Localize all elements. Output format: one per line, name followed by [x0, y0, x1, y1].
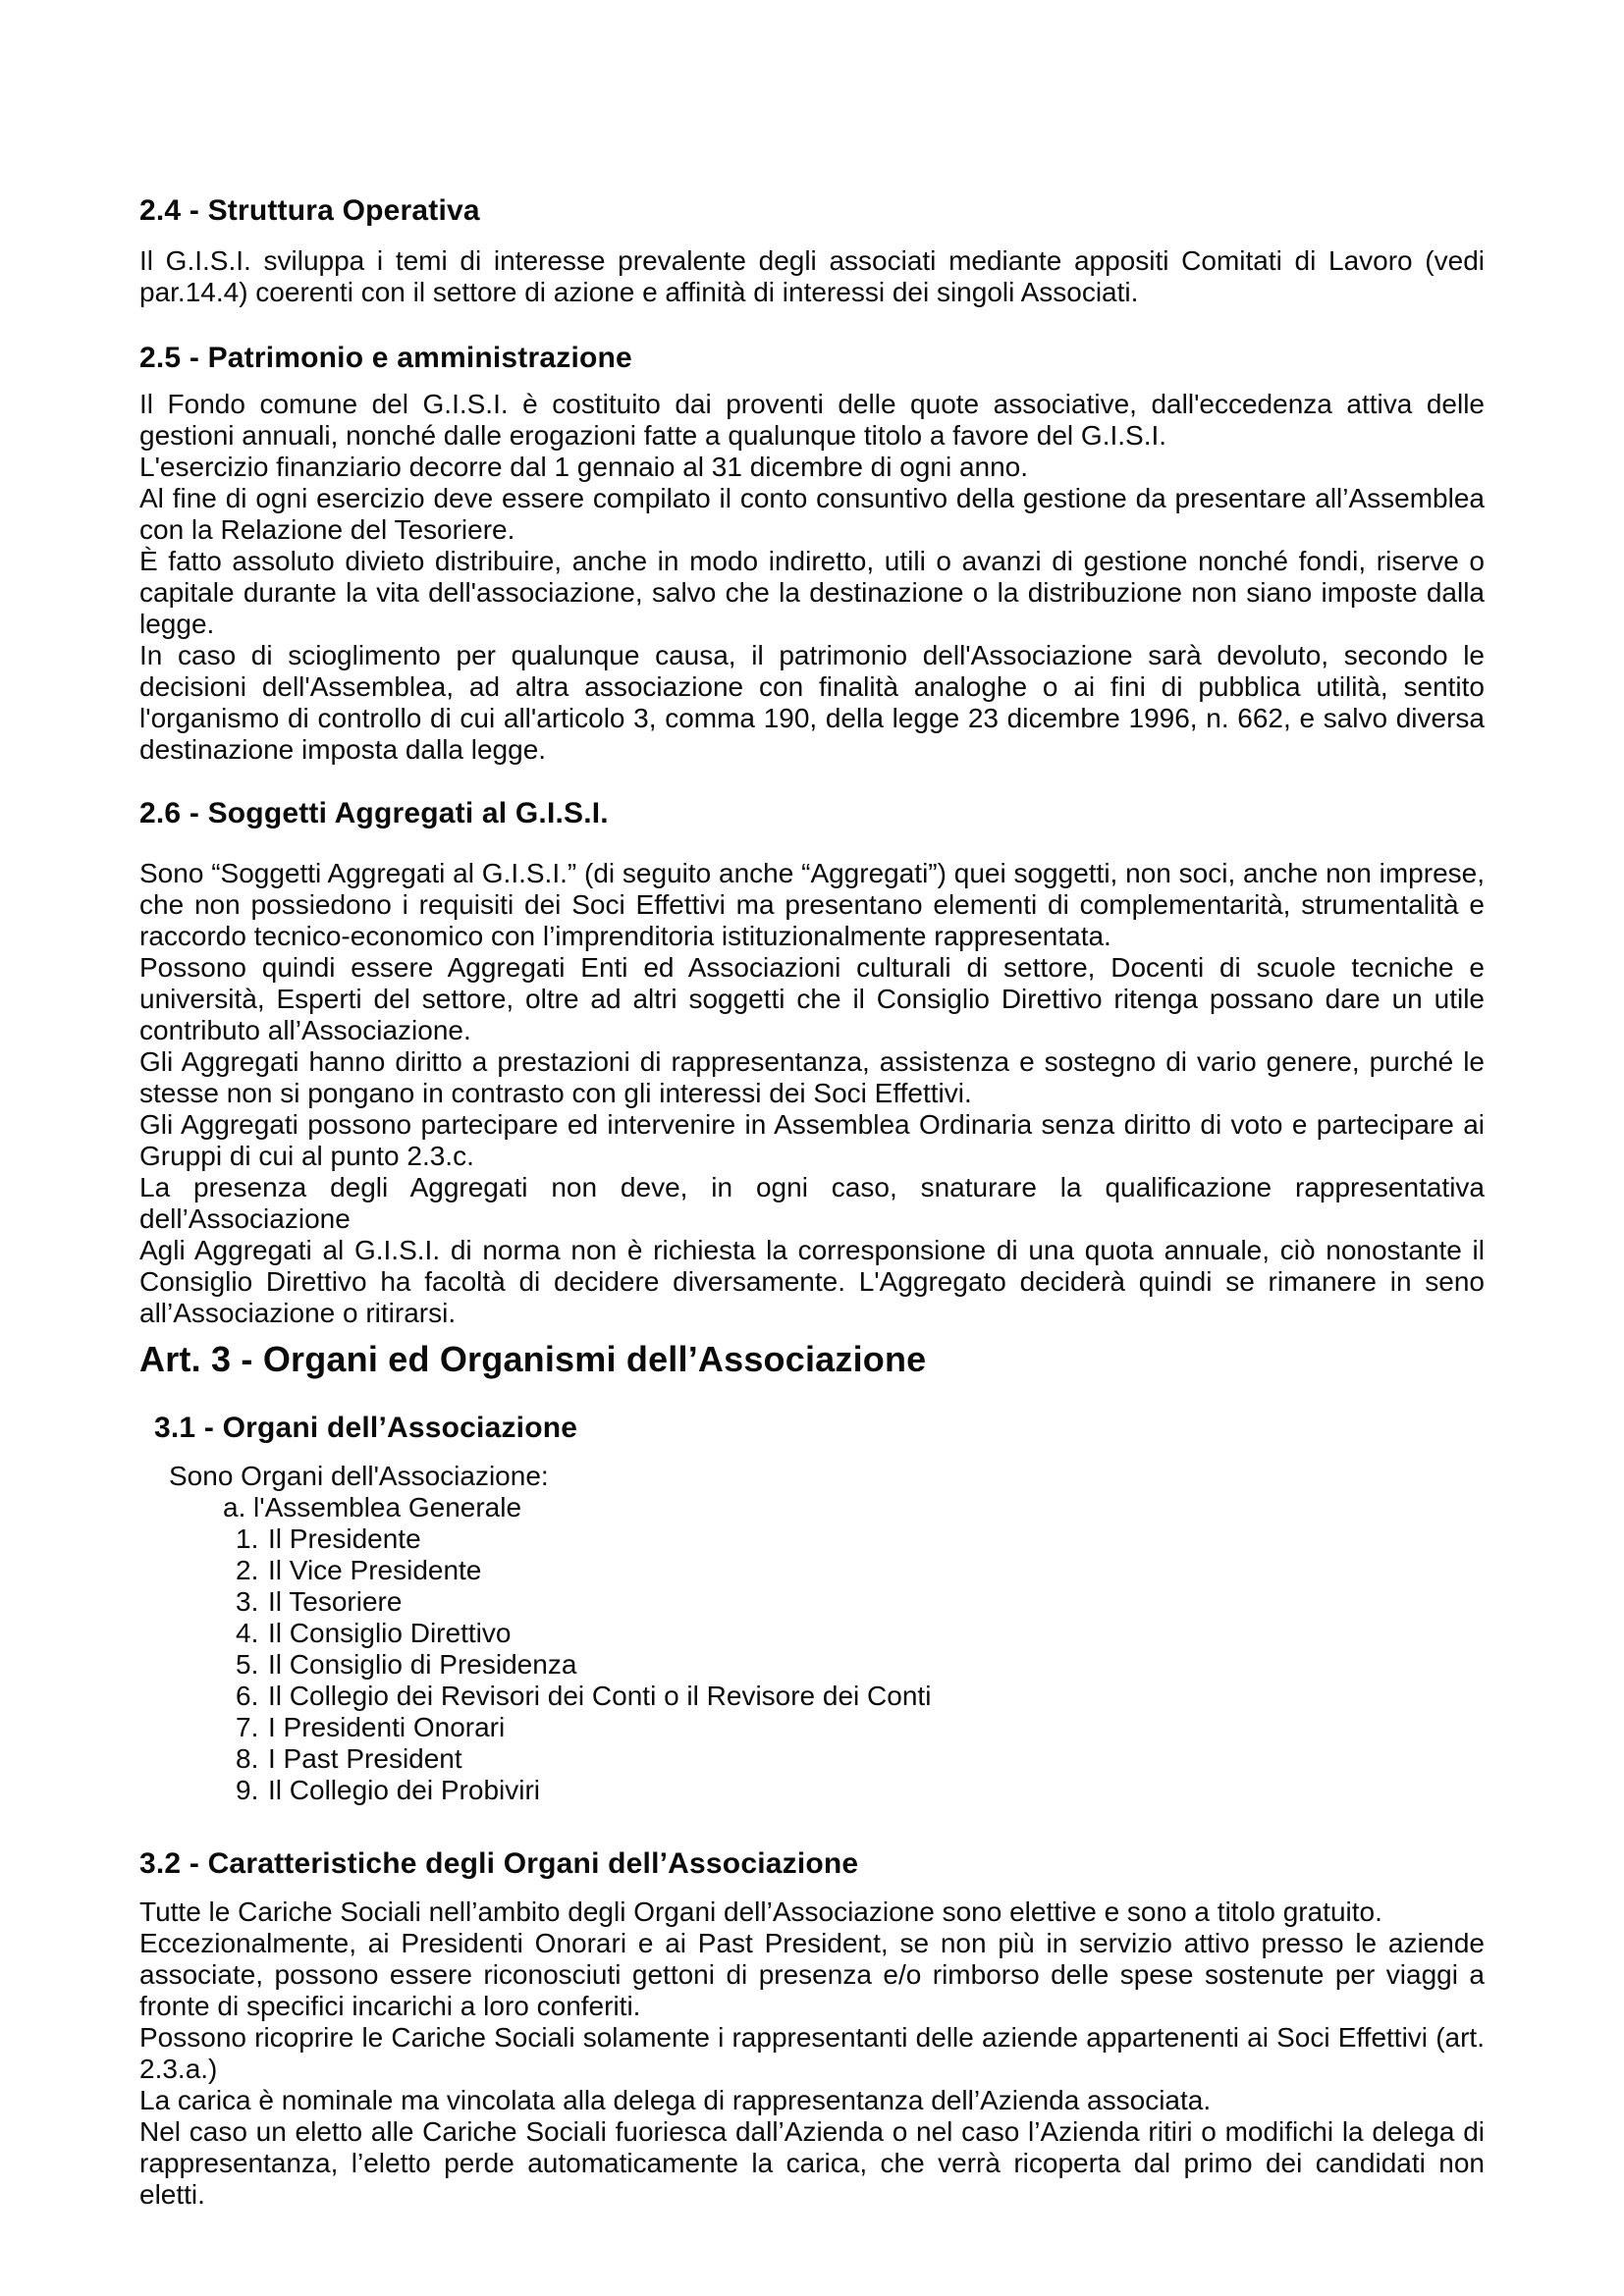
section-heading-2-4: 2.4 - Struttura Operativa [139, 194, 480, 227]
list-item-label: l'Assemblea Generale [253, 1492, 522, 1522]
list-marker: 7. [236, 1712, 259, 1742]
paragraph-2-5-1: Il Fondo comune del G.I.S.I. è costituito dai proventi delle quote associative, dall'eccedenza attiva delle gestioni annuali, nonché dalle erogazioni fatte a qualunque titolo a favore del G.I.S.I. [139, 389, 1485, 451]
paragraph-2-5-5: In caso di scioglimento per qualunque causa, il patrimonio dell'Associazione sarà devoluto, secondo le decisioni dell'Assemblea, ad altra associazione con finalità analoghe o ai fini di pubblica utilità, sentito l'organismo di controllo di cui all'articolo 3, comma 190, della legge 23 dicembre 1996, n. 662, e salvo diversa destinazione imposta dalla legge. [139, 640, 1485, 765]
list-item [139, 1712, 1485, 1743]
organs-intro: Sono Organi dell'Associazione: [169, 1461, 549, 1491]
section-heading-3-2: 3.2 - Caratteristiche degli Organi dell’Associazione [139, 1847, 859, 1880]
paragraph-3-2-4: La carica è nominale ma vincolata alla delega di rappresentanza dell’Azienda associata. [139, 2085, 1212, 2115]
list-item [139, 1555, 1485, 1586]
list-item [139, 1681, 1485, 1712]
paragraph-3-2-1: Tutte le Cariche Sociali nell’ambito degli Organi dell’Associazione sono elettive e sono a titolo gratuito. [139, 1896, 1382, 1927]
paragraph-2-5-2: L'esercizio finanziario decorre dal 1 gennaio al 31 dicembre di ogni anno. [139, 452, 1029, 482]
list-marker: 5. [236, 1649, 259, 1680]
list-marker: 8. [236, 1743, 259, 1774]
list-item [139, 1649, 1485, 1681]
list-item-label: Il Collegio dei Revisori dei Conti o il Revisore dei Conti [268, 1681, 932, 1711]
list-item-label: Il Vice Presidente [268, 1555, 482, 1585]
paragraph-3-2-2: Eccezionalmente, ai Presidenti Onorari e ai Past President, se non più in servizio attivo presso le aziende associate, possono essere riconosciuti gettoni di presenza e/o rimborso delle spese sostenute per viaggi a fronte di specifici incarichi a loro conferiti. [139, 1928, 1485, 2021]
list-marker: a. [223, 1492, 246, 1522]
list-marker: 2. [236, 1555, 259, 1585]
paragraph-3-2-3: Possono ricoprire le Cariche Sociali solamente i rappresentanti delle aziende appartenenti ai Soci Effettivi (art. 2.3.a.) [139, 2022, 1485, 2084]
list-item-label: Il Consiglio Direttivo [268, 1618, 512, 1648]
paragraph-2-6-1: Sono “Soggetti Aggregati al G.I.S.I.” (di seguito anche “Aggregati”) quei soggetti, non soci, anche non imprese, che non possiedono i requisiti dei Soci Effettivi ma presentano elementi di complementarità, strumentalità e raccordo tecnico-economico con l’imprenditoria istituzionalmente rappresentata. [139, 858, 1485, 951]
section-heading-3-1: 3.1 - Organi dell’Associazione [154, 1412, 578, 1444]
paragraph-2-5-4: È fatto assoluto divieto distribuire, anche in modo indiretto, utili o avanzi di gestione nonché fondi, riserve o capitale durante la vita dell'associazione, salvo che la destinazione o la distribuzione non siano imposte dalla legge. [139, 546, 1485, 639]
paragraph-2-6-2: Possono quindi essere Aggregati Enti ed Associazioni culturali di settore, Docenti di scuole tecniche e università, Esperti del settore, oltre ad altri soggetti che il Consiglio Direttivo ritenga possano dare un utile contributo all’Associazione. [139, 952, 1485, 1045]
list-item [139, 1618, 1485, 1649]
paragraph-2-6-6: Agli Aggregati al G.I.S.I. di norma non è richiesta la corresponsione di una quota annuale, ciò nonostante il Consiglio Direttivo ha facoltà di decidere diversamente. L'Aggregato deciderà quindi se rimanere in seno all’Associazione o ritirarsi. [139, 1235, 1485, 1328]
article-3-heading: Art. 3 - Organi ed Organismi dell’Associazione [139, 1339, 927, 1379]
list-item [139, 1523, 1485, 1555]
list-marker: 3. [236, 1586, 259, 1617]
list-item-label: Il Consiglio di Presidenza [268, 1649, 577, 1680]
organs-list [139, 1492, 1485, 1806]
list-item [139, 1775, 1485, 1806]
list-marker: 4. [236, 1618, 259, 1648]
paragraph-2-4-1: Il G.I.S.I. sviluppa i temi di interesse prevalente degli associati mediante appositi Comitati di Lavoro (vedi par.14.4) coerenti con il settore di azione e affinità di interessi dei singoli Associati. [139, 245, 1485, 307]
list-item [139, 1743, 1485, 1775]
list-marker: 6. [236, 1681, 259, 1711]
list-item [139, 1492, 1485, 1523]
list-item-label: Il Tesoriere [268, 1586, 403, 1617]
list-marker: 9. [236, 1775, 259, 1805]
list-item [139, 1586, 1485, 1618]
paragraph-2-6-4: Gli Aggregati possono partecipare ed intervenire in Assemblea Ordinaria senza diritto di voto e partecipare ai Gruppi di cui al punto 2.3.c. [139, 1109, 1485, 1171]
list-item-label: I Presidenti Onorari [268, 1712, 506, 1742]
paragraph-2-6-3: Gli Aggregati hanno diritto a prestazioni di rappresentanza, assistenza e sostegno di vario genere, purché le stesse non si pongano in contrasto con gli interessi dei Soci Effettivi. [139, 1046, 1485, 1108]
list-item-label: Il Presidente [268, 1523, 421, 1554]
list-item-label: Il Collegio dei Probiviri [268, 1775, 541, 1805]
section-heading-2-5: 2.5 - Patrimonio e amministrazione [139, 342, 632, 374]
paragraph-2-6-5: La presenza degli Aggregati non deve, in ogni caso, snaturare la qualificazione rappresentativa dell’Associazione [139, 1172, 1485, 1234]
list-marker: 1. [236, 1523, 259, 1554]
section-heading-2-6: 2.6 - Soggetti Aggregati al G.I.S.I. [139, 797, 609, 829]
paragraph-3-2-5: Nel caso un eletto alle Cariche Sociali fuoriesca dall’Azienda o nel caso l’Azienda ritiri o modifichi la delega di rappresentanza, l’eletto perde automaticamente la carica, che verrà ricoperta dal primo dei candidati non eletti. [139, 2116, 1485, 2210]
list-item-label: I Past President [268, 1743, 462, 1774]
paragraph-2-5-3: Al fine di ogni esercizio deve essere compilato il conto consuntivo della gestione da presentare all’Assemblea con la Relazione del Tesoriere. [139, 483, 1485, 545]
